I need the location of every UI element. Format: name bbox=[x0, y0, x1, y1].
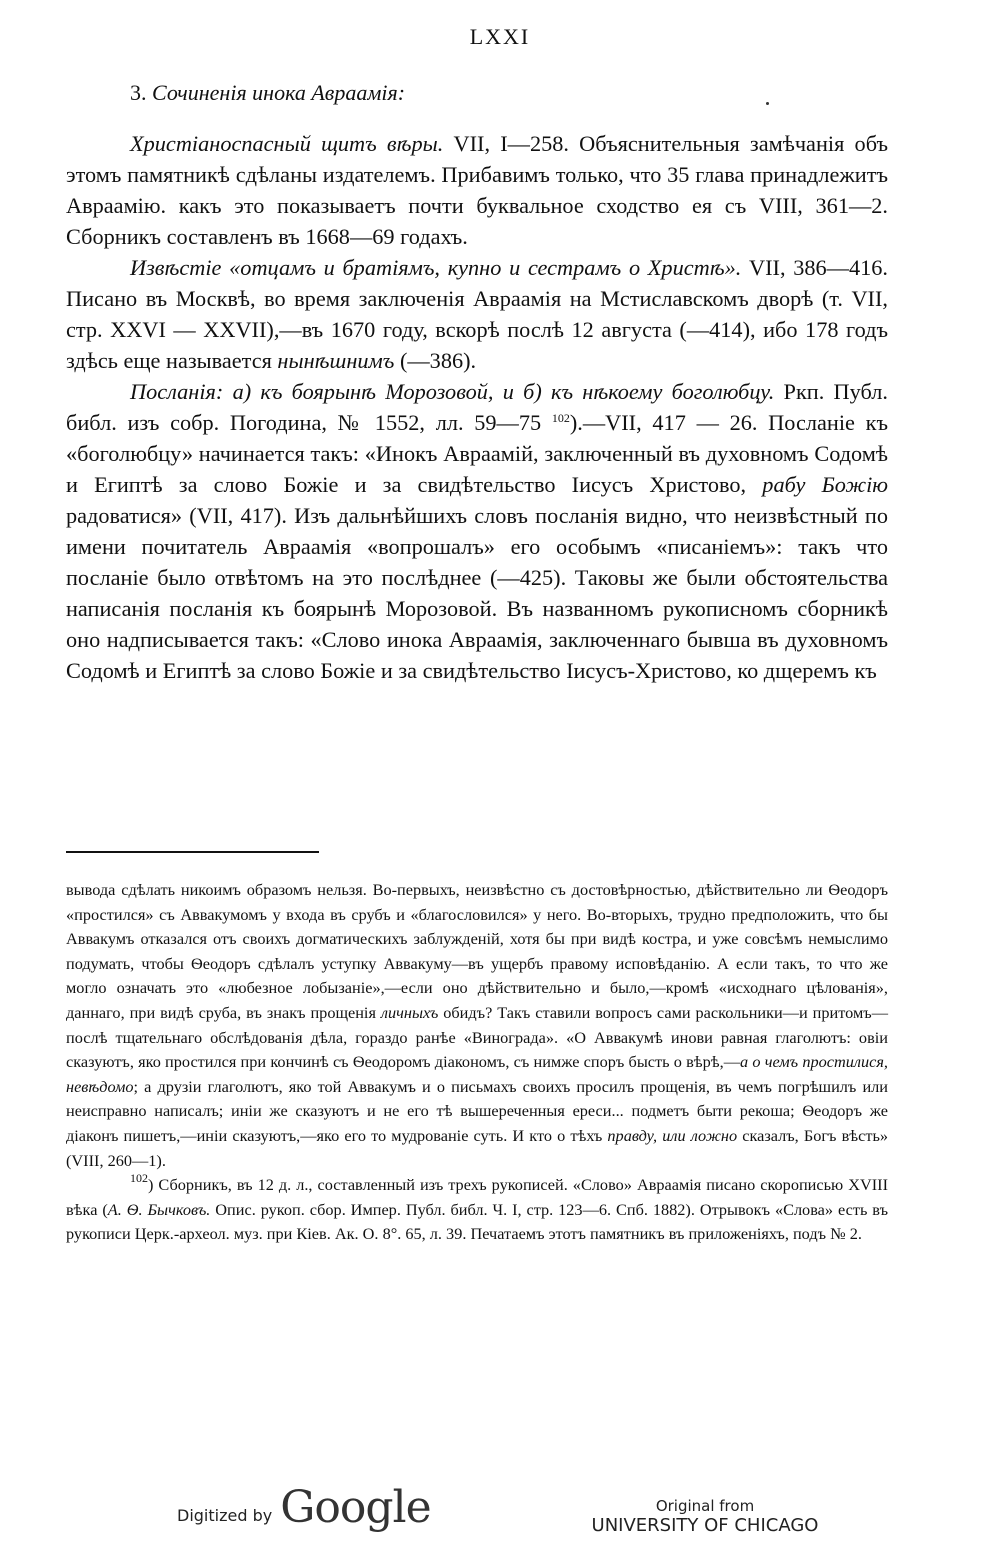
paragraph-text: VII, I—258. Объяснительныя замѣчанія объ этомъ памятникѣ сдѣланы издателемъ. Прибавимъ только, что 35 глава принадлежитъ Авраамію. какъ это показываетъ почти буквальное сходство ея съ VIII, 361—2. Сборникъ составленъ въ 1668—69 годахъ. bbox=[66, 131, 889, 249]
paragraph-text: Ркп. Публ. библ. изъ собр. Погодина, № 1552, лл. 59—75 bbox=[66, 379, 888, 435]
section-number: 3. bbox=[130, 80, 147, 105]
italic-word: нынѣшнимъ bbox=[277, 348, 395, 373]
footnote-text: ; а друзіи глаголютъ, яко той Аввакумъ и о письмахъ своихъ просилъ прощенія, въ чемъ погрѣшилъ или неисправно написалъ; иніи же сказуютъ и не его тѣ вышереченныя ереси... подметъ быти рекоша; Ѳеодоръ же діаконъ пишетъ,—иніи сказуютъ,—яко его то мудрованіе суть. И кто о тѣхъ bbox=[66, 1076, 888, 1145]
footnote-italic: А. Ѳ. Бычковъ. bbox=[107, 1199, 211, 1219]
footnote-italic: а о чемъ простилися, невѣдомо bbox=[66, 1052, 888, 1096]
paragraph-text: (—386). bbox=[394, 348, 477, 373]
footnote-text: ) Сборникъ, въ 12 д. л., составленный изъ трехъ рукописей. «Слово» Авраамія писано скорописью XVIII вѣка ( bbox=[66, 1175, 888, 1219]
footnote-102 bbox=[66, 1173, 888, 1247]
footnote-divider bbox=[66, 851, 319, 853]
institution-label: UNIVERSITY OF CHICAGO bbox=[591, 1515, 819, 1536]
footnote-marker: 102 bbox=[130, 1171, 148, 1186]
paragraph-news-to-fathers bbox=[66, 252, 888, 376]
page-number: LXXI bbox=[469, 24, 531, 49]
speck-mark bbox=[766, 102, 769, 105]
footnote-italic: личныхъ bbox=[380, 1002, 439, 1022]
footnote-text: обидъ? Такъ ставили вопросъ сами раскольники—и притомъ—послѣ тщательнаго обслѣдованія дѣла, гораздо ранѣе «Винограда». «О Аввакумѣ инови равная глаголютъ: овіи сказуютъ, яко простился при кончинѣ съ Ѳеодоромъ діакономъ, съ нимже споръ бысть о вѣрѣ,— bbox=[66, 1002, 888, 1072]
footnote-continued bbox=[66, 878, 888, 1173]
paragraph-text: VII, 386—416. Писано въ Москвѣ, во время заключенія Авраамія на Мстиславскомъ дворѣ (т. VII, стр. XXVI — XXVII),—въ 1670 году, вскорѣ послѣ 12 августа (—414), ибо 178 годъ здѣсь еще называется bbox=[66, 255, 889, 373]
digitized-by-watermark bbox=[177, 1483, 431, 1533]
original-from-label: Original from bbox=[655, 1497, 755, 1515]
main-text bbox=[66, 128, 888, 686]
paragraph-epistles bbox=[66, 376, 888, 686]
footnote-text: вывода сдѣлать никоимъ образомъ нельзя. Во-первыхъ, неизвѣстно съ достовѣрностью, дѣйствительно ли Ѳеодоръ «простился» съ Аввакумомъ у входа въ срубъ и «благословился» у него. Во-вторыхъ, трудно предположить, что бы Аввакумъ отказался отъ своихъ догматическихъ заблужденій, хотя бы при видѣ костра, и уже совсѣмъ немыслимо подумать, чтобы Ѳеодоръ сдѣлалъ уступку Аввакуму—въ ущербъ правому исповѣданію. А если такъ, то что же могло означать это «любезное лобызаніе»,—если оно дѣйствительно и было,—кромѣ «исходнаго цѣлованія», даннаго, при видѣ сруба, въ знакъ прощенія bbox=[66, 880, 888, 1022]
paragraph-text: ).—VII, 417 — 26. Посланіе къ «боголюбцу» начинается такъ: «Инокъ Авраамій, заключенный въ духовномъ Содомѣ и Египтѣ за слово Божіе и за свидѣтельство Іисусъ Христово, bbox=[66, 410, 889, 497]
footnote-italic: правду, или ложно bbox=[607, 1125, 738, 1145]
paragraph-text: радоватися» (VII, 417). Изъ дальнѣйшихъ словъ посланія видно, что неизвѣстный по имени почитатель Авраамія «вопрошалъ» его особымъ «писаніемъ»: такъ что посланіе было отвѣтомъ на это послѣднее (—425). Таковы же были обстоятельства написанія посланія къ боярынѣ Морозовой. Въ названномъ рукописномъ сборникѣ оно надписывается такъ: «Слово инока Авраамія, заключеннаго бывша въ духовномъ Содомѣ и Египтѣ за слово Божіе и за свидѣтельство Іисусъ-Христово, ко дщеремъ къ bbox=[66, 503, 888, 683]
paragraph-shield-of-faith bbox=[66, 128, 888, 252]
original-from-watermark bbox=[580, 1497, 830, 1536]
footnote-text: Опис. рукоп. сбор. Импер. Публ. библ. Ч. I, стр. 123—6. Спб. 1882). Отрывокъ «Слова» есть въ рукописи Церк.-археол. муз. при Кіев. Ак. О. 8°. 65, л. 39. Печатаемъ этотъ памятникъ въ приложеніяхъ, подъ № 2. bbox=[66, 1199, 888, 1244]
footnote-reference[interactable]: 102 bbox=[551, 411, 570, 425]
section-title: Сочиненія инока Авраамія: bbox=[152, 80, 406, 105]
digitized-by-label: Digitized by bbox=[177, 1506, 273, 1525]
footnotes bbox=[66, 878, 888, 1247]
footnote-text: сказалъ, Богъ вѣсть» (VIII, 260—1). bbox=[66, 1125, 889, 1170]
section-heading bbox=[130, 80, 405, 106]
work-title: Извѣстіе «отцамъ и братіямъ, купно и сестрамъ о Христѣ». bbox=[130, 255, 742, 280]
italic-phrase: рабу Божію bbox=[762, 472, 888, 497]
work-title: Посланія: а) къ боярынѣ Морозовой, и б) къ нѣкоему боголюбцу. bbox=[130, 379, 775, 404]
work-title: Христіаноспасный щитъ вѣры. bbox=[130, 131, 444, 156]
google-logo: Google bbox=[280, 1482, 431, 1533]
